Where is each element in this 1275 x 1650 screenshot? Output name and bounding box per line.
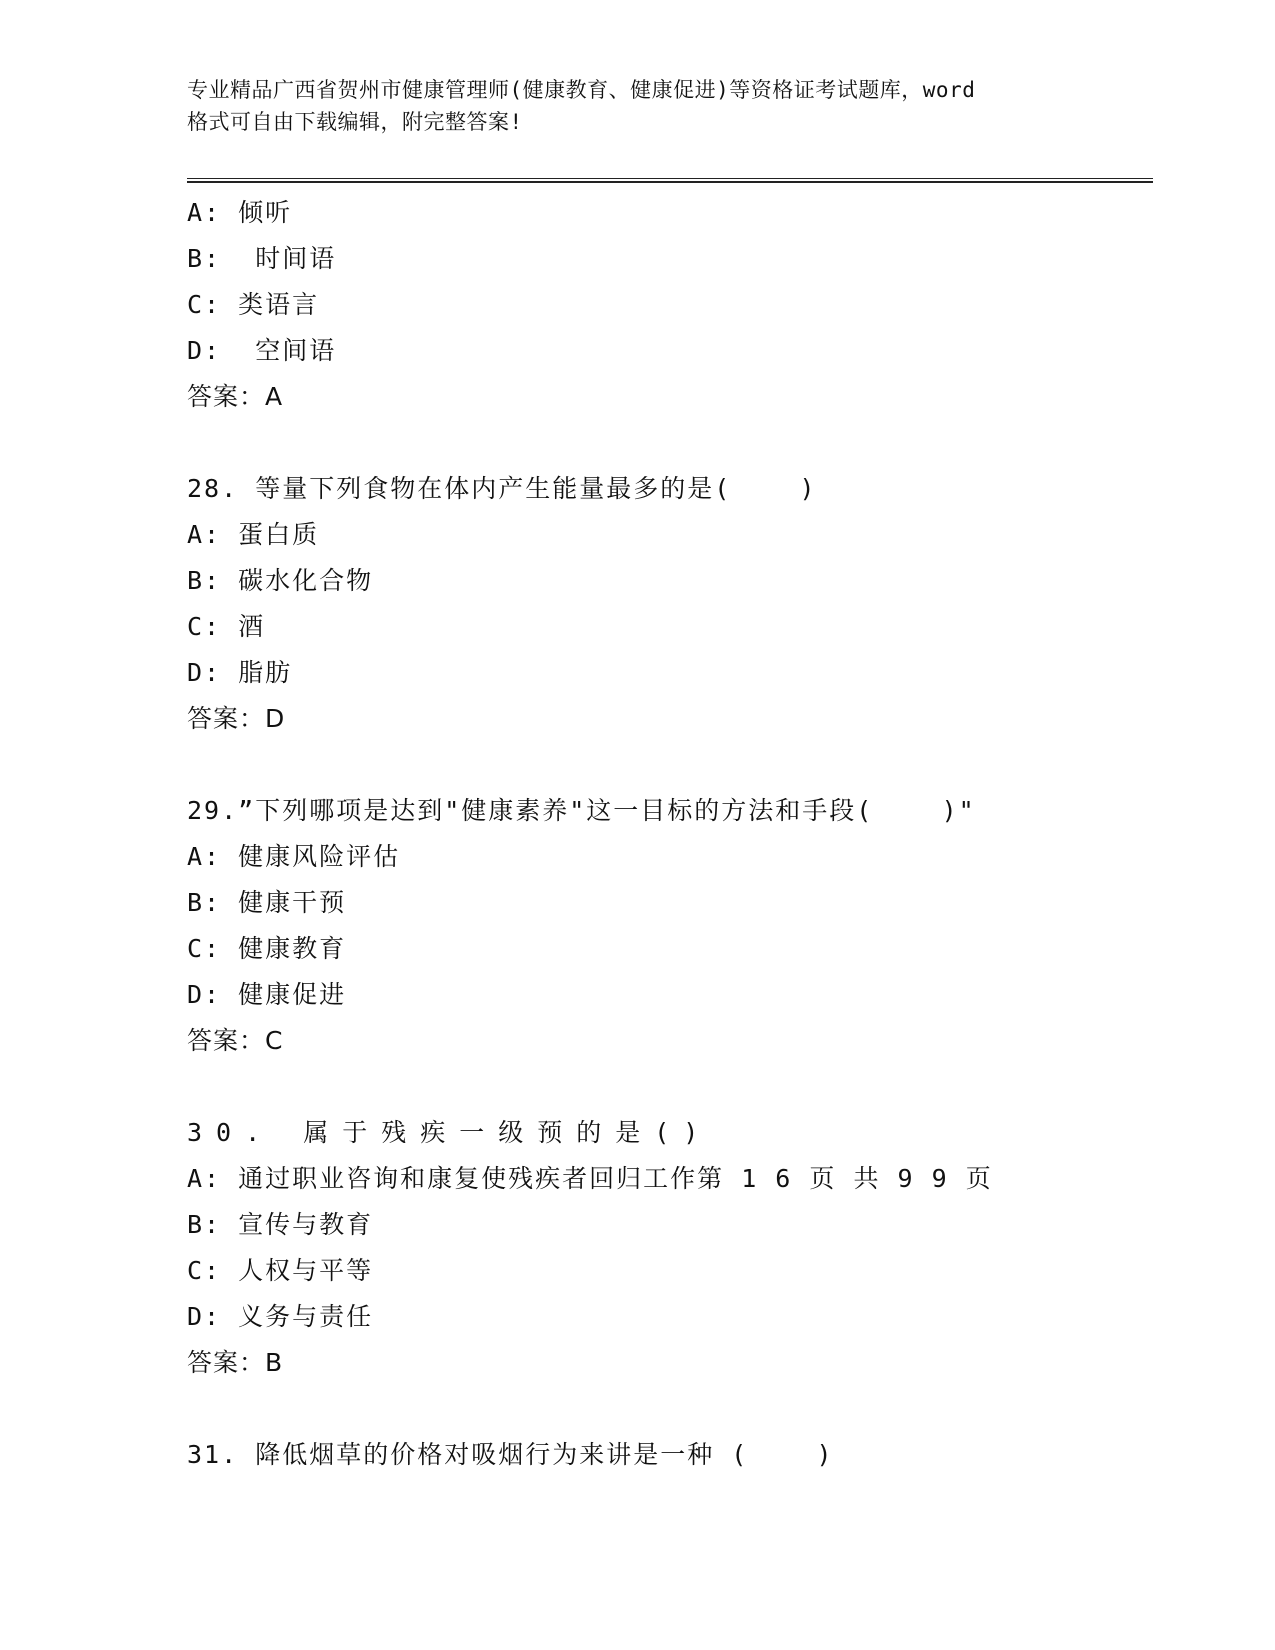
document-header [187,74,1087,138]
option-d: D: 健康促进 [187,980,347,1009]
answer-line: 答案：D [187,704,286,733]
option-b: B: 宣传与教育 [187,1210,374,1239]
question-block-30 [187,1110,1153,1386]
option-d: D: 脂肪 [187,658,293,687]
option-c: C: 类语言 [187,290,320,319]
question-text: 30. 属于残疾一级预的是() [187,1118,713,1147]
header-line-2: 格式可自由下载编辑，附完整答案! [187,110,523,134]
option-d: D: 空间语 [187,336,337,365]
option-c: C: 酒 [187,612,266,641]
question-block-31 [187,1432,1153,1478]
spacer [187,742,1153,788]
option-b: B: 碳水化合物 [187,566,374,595]
spacer [187,420,1153,466]
header-divider [187,178,1153,183]
answer-line: 答案：A [187,382,284,411]
spacer [187,1386,1153,1432]
spacer [187,1064,1153,1110]
question-block-prev [187,190,1153,420]
option-c: C: 人权与平等 [187,1256,374,1285]
option-a: A: 蛋白质 [187,520,320,549]
answer-line: 答案：C [187,1026,284,1055]
question-block-29 [187,788,1153,1064]
header-line-1: 专业精品广西省贺州市健康管理师(健康教育、健康促进)等资格证考试题库，word [187,78,976,102]
question-block-28 [187,466,1153,742]
answer-line: 答案：B [187,1348,284,1377]
option-b: B: 健康干预 [187,888,347,917]
option-b: B: 时间语 [187,244,337,273]
option-a: A: 倾听 [187,198,293,227]
question-text: 31. 降低烟草的价格对吸烟行为来讲是一种 ( ) [187,1440,834,1469]
question-text: 28. 等量下列食物在体内产生能量最多的是( ) [187,474,817,503]
question-text: 29.”下列哪项是达到"健康素养"这一目标的方法和手段( )" [187,796,976,825]
option-c: C: 健康教育 [187,934,347,963]
option-d: D: 义务与责任 [187,1302,374,1331]
option-a: A: 健康风险评估 [187,842,401,871]
option-a: A: 通过职业咨询和康复使残疾者回归工作第 1 6 页 共 9 9 页 [187,1164,993,1193]
question-list [187,190,1153,1478]
